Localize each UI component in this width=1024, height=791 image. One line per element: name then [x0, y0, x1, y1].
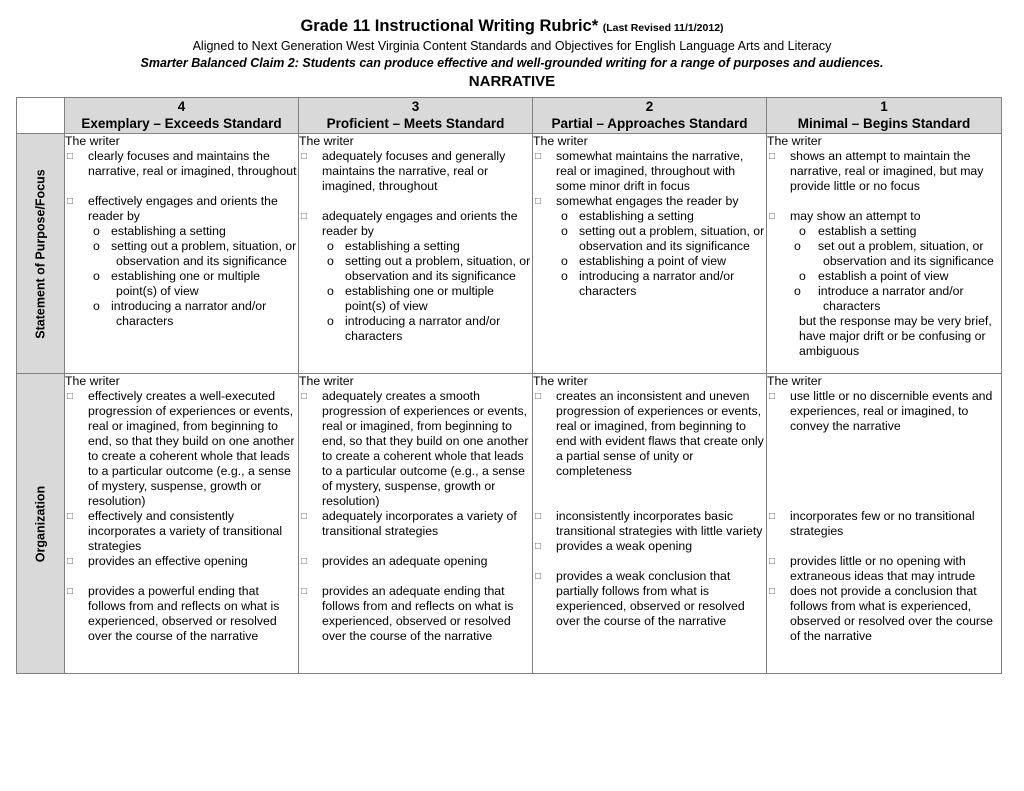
circle-bullet-icon: o — [561, 224, 568, 238]
checkbox-bullet-icon: □ — [769, 556, 776, 567]
checkbox-bullet-icon: □ — [535, 541, 542, 552]
criterion-item: □ adequately engages and orients the reader by — [301, 209, 518, 238]
criterion-item: □ provides a weak conclusion that partially follows from what is experienced, observed or resolved over the course of the narrative — [535, 569, 745, 628]
criterion-item: □ clearly focuses and maintains the narrative, real or imagined, throughout — [67, 149, 297, 178]
checkbox-bullet-icon: □ — [769, 151, 776, 162]
criterion-item: □ provides a powerful ending that follows from and reflects on what is experienced, observed or resolved over the course of the narrative — [67, 584, 280, 643]
rubric-table — [16, 97, 1002, 674]
checkbox-bullet-icon: □ — [535, 511, 542, 522]
criterion-item: □ may show an attempt to — [769, 209, 921, 223]
row-label-organization: Organization — [17, 374, 65, 674]
criterion-item: □ creates an inconsistent and uneven progression of experiences or events, real or imagined, from beginning to end with evident flaws that create only a partial sense of unity or completeness — [535, 389, 764, 478]
circle-bullet-icon: o — [93, 299, 100, 313]
checkbox-bullet-icon: □ — [301, 556, 308, 567]
checkbox-bullet-icon: □ — [67, 196, 74, 207]
checkbox-bullet-icon: □ — [535, 196, 542, 207]
circle-bullet-icon: o — [93, 239, 100, 253]
claim-line: Smarter Balanced Claim 2: Students can produce effective and well-grounded writing for a range of purposes and audiences. — [140, 56, 884, 70]
criterion-item: □ somewhat engages the reader by — [535, 194, 739, 208]
checkbox-bullet-icon: □ — [301, 151, 308, 162]
checkbox-bullet-icon: □ — [535, 391, 542, 402]
criterion-item: □ effectively creates a well-executed progression of experiences or events, real or imagined, from beginning to end, so that they build on one another to create a coherent whole that leads to a particular outcome (e.g., a sense of mystery, suspense, growth or resolution) — [67, 389, 295, 508]
alignment-line: Aligned to Next Generation West Virginia Content Standards and Objectives for English Language Arts and Literacy — [192, 39, 832, 53]
criterion-item: □ effectively and consistently incorporates a variety of transitional strategies — [67, 509, 283, 553]
column-header-4: 4 Exemplary – Exceeds Standard — [65, 98, 299, 134]
criterion-item: □ provides an effective opening — [67, 554, 248, 568]
criterion-item: □ incorporates few or no transitional strategies — [769, 509, 975, 538]
checkbox-bullet-icon: □ — [769, 586, 776, 597]
criterion-item: □ use little or no discernible events and experiences, real or imagined, to convey the narrative — [769, 389, 993, 433]
circle-bullet-icon: o — [794, 239, 801, 253]
cell-purpose-1: The writer □ shows an attempt to maintain the narrative, real or imagined, but may provide little or no focus □ may show an attempt to o establish a setting o set out a problem, situation, or observation and its significance o establish a point of view o introduce a narrator and/or characters but the response may be very brief, have major drift or be confusing or ambiguous — [767, 134, 1002, 374]
circle-bullet-icon: o — [327, 284, 334, 298]
cell-org-1: The writer □ use little or no discernible events and experiences, real or imagined, to convey the narrative □ incorporates few or no transitional strategies □ provides little or no opening with extraneous ideas that may intrude □ does not provide a conclusion that follows from what is experienced, observed or resolved over the course of the narrative — [767, 374, 1002, 674]
checkbox-bullet-icon: □ — [67, 151, 74, 162]
checkbox-bullet-icon: □ — [769, 391, 776, 402]
circle-bullet-icon: o — [561, 254, 568, 268]
corner-cell — [17, 98, 65, 134]
genre-heading: NARRATIVE — [468, 73, 556, 90]
circle-bullet-icon: o — [93, 269, 100, 283]
checkbox-bullet-icon: □ — [67, 556, 74, 567]
criterion-item: □ provides an adequate opening — [301, 554, 488, 568]
circle-bullet-icon: o — [794, 284, 801, 298]
checkbox-bullet-icon: □ — [301, 391, 308, 402]
revision-date: (Last Revised 11/1/2012) — [602, 22, 724, 34]
circle-bullet-icon: o — [93, 224, 100, 238]
checkbox-bullet-icon: □ — [769, 511, 776, 522]
cell-purpose-3: The writer □ adequately focuses and generally maintains the narrative, real or imagined, throughout □ adequately engages and orients the reader by o establishing a setting o setting out a problem, situation, or observation and its significance o establishing one or multiple point(s) of view o introducing a narrator and/or characters — [299, 134, 533, 374]
checkbox-bullet-icon: □ — [67, 391, 74, 402]
criterion-item: □ provides an adequate ending that follows from and reflects on what is experienced, observed or resolved over the course of the narrative — [301, 584, 514, 643]
criterion-item: □ somewhat maintains the narrative, real or imagined, throughout with some minor drift in focus — [535, 149, 744, 193]
row-purpose — [17, 134, 1002, 374]
cell-org-2: The writer □ creates an inconsistent and uneven progression of experiences or events, real or imagined, from beginning to end with evident flaws that create only a partial sense of unity or completeness □ inconsistently incorporates basic transitional strategies with little variety □ provides a weak opening □ provides a weak conclusion that partially follows from what is experienced, observed or resolved over the course of the narrative — [533, 374, 767, 674]
circle-bullet-icon: o — [561, 269, 568, 283]
criterion-item: □ does not provide a conclusion that follows from what is experienced, observed or resolved over the course of the narrative — [769, 584, 994, 643]
circle-bullet-icon: o — [327, 239, 334, 253]
circle-bullet-icon: o — [561, 209, 568, 223]
checkbox-bullet-icon: □ — [535, 571, 542, 582]
criterion-item: □ shows an attempt to maintain the narrative, real or imagined, but may provide little or no focus — [769, 149, 984, 193]
page-title: Grade 11 Instructional Writing Rubric* (Last Revised 11/1/2012) — [300, 17, 724, 35]
circle-bullet-icon: o — [799, 224, 806, 238]
criterion-item: □ adequately focuses and generally maintains the narrative, real or imagined, throughout — [301, 149, 506, 193]
cell-purpose-2: The writer □ somewhat maintains the narrative, real or imagined, throughout with some minor drift in focus □ somewhat engages the reader by o establishing a setting o setting out a problem, situation, or observation and its significance o establishing a point of view o introducing a narrator and/or characters — [533, 134, 767, 374]
criterion-item: □ effectively engages and orients the reader by — [67, 194, 278, 223]
criterion-item: □ provides a weak opening — [535, 539, 693, 553]
column-header-3: 3 Proficient – Meets Standard — [299, 98, 533, 134]
cell-org-4: The writer □ effectively creates a well-executed progression of experiences or events, real or imagined, from beginning to end, so that they build on one another to create a coherent whole that leads to a particular outcome (e.g., a sense of mystery, suspense, growth or resolution) □ effectively and consistently incorporates a variety of transitional strategies □ provides an effective opening □ provides a powerful ending that follows from and reflects on what is experienced, observed or resolved over the course of the narrative — [65, 374, 299, 674]
criterion-item: □ inconsistently incorporates basic transitional strategies with little variety — [535, 509, 763, 538]
checkbox-bullet-icon: □ — [769, 211, 776, 222]
checkbox-bullet-icon: □ — [535, 151, 542, 162]
row-organization — [17, 374, 1002, 674]
criterion-item: □ adequately creates a smooth progression of experiences or events, real or imagined, from beginning to end, so that they build on one another to create a coherent whole that leads to a particular outcome (e.g., a sense of mystery, suspense, growth or resolution) — [301, 389, 529, 508]
row-label-purpose: Statement of Purpose/Focus — [17, 134, 65, 374]
criterion-item: □ provides little or no opening with extraneous ideas that may intrude — [769, 554, 976, 583]
circle-bullet-icon: o — [799, 269, 806, 283]
column-header-1: 1 Minimal – Begins Standard — [767, 98, 1002, 134]
checkbox-bullet-icon: □ — [301, 586, 308, 597]
criterion-item: □ adequately incorporates a variety of transitional strategies — [301, 509, 517, 538]
checkbox-bullet-icon: □ — [67, 586, 74, 597]
checkbox-bullet-icon: □ — [301, 211, 308, 222]
checkbox-bullet-icon: □ — [301, 511, 308, 522]
criterion-note: but the response may be very brief, have major drift or be confusing or ambiguous — [799, 314, 992, 358]
checkbox-bullet-icon: □ — [67, 511, 74, 522]
header-row — [17, 98, 1002, 134]
circle-bullet-icon: o — [327, 254, 334, 268]
cell-purpose-4: The writer □ clearly focuses and maintains the narrative, real or imagined, throughout □ effectively engages and orients the reader by o establishing a setting o setting out a problem, situation, or observation and its significance o establishing one or multiple point(s) of view o introducing a narrator and/or characters — [65, 134, 299, 374]
circle-bullet-icon: o — [327, 314, 334, 328]
cell-org-3: The writer □ adequately creates a smooth progression of experiences or events, real or imagined, from beginning to end, so that they build on one another to create a coherent whole that leads to a particular outcome (e.g., a sense of mystery, suspense, growth or resolution) □ adequately incorporates a variety of transitional strategies □ provides an adequate opening □ provides an adequate ending that follows from and reflects on what is experienced, observed or resolved over the course of the narrative — [299, 374, 533, 674]
column-header-2: 2 Partial – Approaches Standard — [533, 98, 767, 134]
